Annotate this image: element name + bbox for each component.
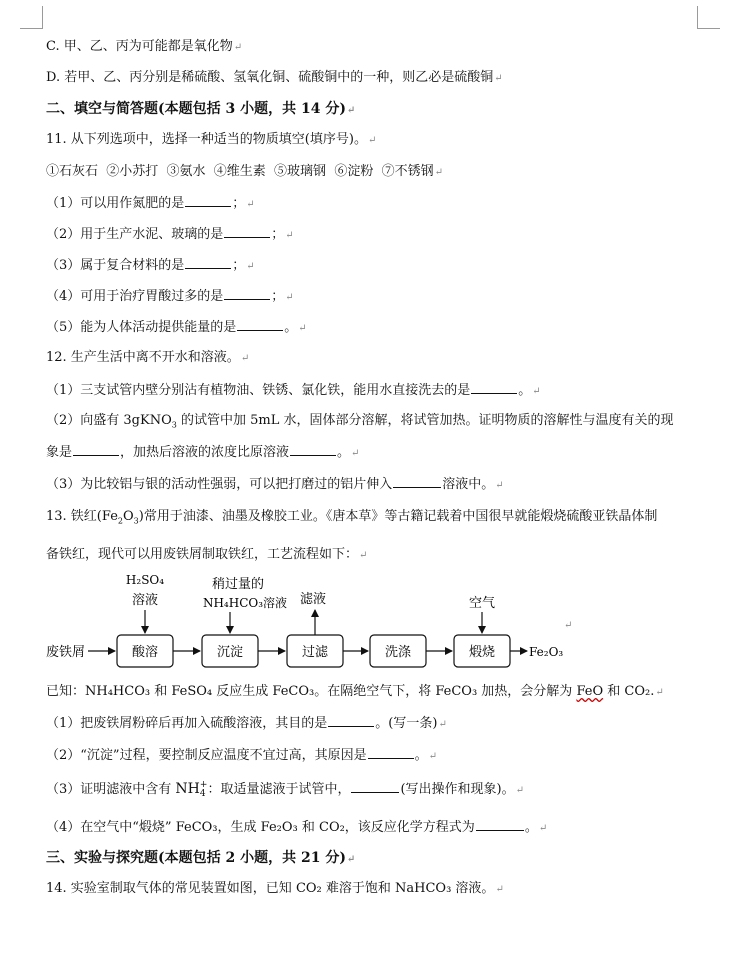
page-corner-mark-right bbox=[697, 6, 720, 29]
answer-blank bbox=[290, 442, 336, 456]
question-11-stem: 11. 从下列选项中，选择一种适当的物质填空(填序号)。↵ bbox=[46, 132, 377, 147]
paragraph-mark-icon: ↵ bbox=[233, 42, 243, 53]
reagent-3-label: 空气 bbox=[468, 596, 496, 611]
flow-end-label: Fe₂O₃ bbox=[529, 645, 564, 659]
question-11-part-4: （4）可用于治疗胃酸过多的是 ；↵ bbox=[46, 286, 294, 308]
question-13-stem: 13. 铁红$(Fe_2O_3)$常用于油漆、油墨及橡胶工业。《唐本草》等古籍记载着中国很早就能煅烧硫酸亚铁晶体制 bbox=[46, 509, 658, 526]
paragraph-mark-icon: ↵ bbox=[285, 292, 294, 303]
reagent-2-line-2: NH₄HCO₃溶液 bbox=[202, 596, 288, 610]
paragraph-mark-icon: ↵ bbox=[495, 480, 504, 491]
answer-blank bbox=[471, 380, 517, 394]
page-corner-mark-left bbox=[20, 6, 43, 29]
question-13-stem-cont: 备铁红，现代可以用废铁屑制取铁红，工艺流程如下：↵ bbox=[46, 547, 368, 562]
paragraph-mark-icon: ↵ bbox=[285, 230, 294, 241]
reagent-1-line-2: 溶液 bbox=[131, 593, 159, 608]
filtrate-output-label: 滤液 bbox=[299, 592, 327, 607]
known-info: 已知：NH₄HCO₃ 和 FeSO₄ 反应生成 FeCO₃。在隔绝空气下，将 FeCO₃ 加热，会分解为 FeO 和 CO₂.↵ bbox=[46, 684, 664, 699]
question-11-options: ①石灰石 ②小苏打 ③氨水 ④维生素 ⑤玻璃钢 ⑥淀粉 ⑦不锈钢↵ bbox=[46, 164, 443, 179]
option-c: C. 甲、乙、丙为可能都是氧化物↵ bbox=[46, 39, 243, 54]
paragraph-mark-icon: ↵ bbox=[246, 199, 255, 210]
paragraph-mark-icon: ↵ bbox=[655, 687, 664, 698]
answer-blank bbox=[328, 713, 374, 727]
answer-blank bbox=[476, 817, 524, 831]
paragraph-mark-icon: ↵ bbox=[515, 785, 524, 796]
question-12-stem: 12. 生产生活中离不开水和溶液。↵ bbox=[46, 350, 250, 365]
answer-blank bbox=[351, 779, 399, 793]
paragraph-mark-icon: ↵ bbox=[346, 105, 356, 116]
paragraph-mark-icon: ↵ bbox=[428, 751, 437, 762]
answer-blank bbox=[224, 286, 270, 300]
paragraph-mark-icon: ↵ bbox=[495, 884, 504, 895]
flow-start-label: 废铁屑 bbox=[46, 645, 86, 660]
flow-step-label: 煅烧 bbox=[468, 645, 496, 660]
question-11-part-3: （3）属于复合材料的是 ；↵ bbox=[46, 255, 255, 277]
question-11-part-5: （5）能为人体活动提供能量的是 。↵ bbox=[46, 317, 307, 339]
paragraph-mark-icon: ↵ bbox=[246, 261, 255, 272]
answer-blank bbox=[393, 474, 441, 488]
flow-step-label: 酸溶 bbox=[131, 645, 159, 660]
answer-blank bbox=[368, 745, 414, 759]
question-13-part-3: （3）证明滤液中含有 NH + 4 ：取适量滤液于试管中， (写出操作和现象)。↵ bbox=[46, 779, 524, 799]
paragraph-mark-icon: ↵ bbox=[367, 135, 377, 146]
paragraph-mark-icon: ↵ bbox=[532, 386, 541, 397]
paragraph-mark-icon: ↵ bbox=[438, 719, 447, 730]
paragraph-mark-icon: ↵ bbox=[538, 823, 548, 834]
question-12-part-1: （1）三支试管内壁分别沾有植物油、铁锈、氯化铁，能用水直接洗去的是 。↵ bbox=[46, 380, 541, 402]
answer-blank bbox=[224, 224, 270, 238]
answer-blank bbox=[73, 442, 119, 456]
paragraph-mark-icon: ↵ bbox=[564, 620, 573, 631]
question-12-part-2: （2）向盛有 3gKNO$_3$ 的试管中加 5mL 水，固体部分溶解，将试管加热。证明物质的溶解性与温度有关的现 bbox=[46, 413, 674, 430]
question-14-stem: 14. 实验室制取气体的常见装置如图，已知 CO₂ 难溶于饱和 NaHCO₃ 溶液。↵ bbox=[46, 881, 504, 896]
paragraph-mark-icon: ↵ bbox=[298, 323, 307, 334]
process-flow-diagram bbox=[0, 570, 751, 670]
question-12-part-3: （3）为比较铝与银的活动性强弱，可以把打磨过的铝片伸入 溶液中。↵ bbox=[46, 474, 504, 496]
question-13-part-1: （1）把废铁屑粉碎后再加入硫酸溶液，其目的是 。(写一条)↵ bbox=[46, 713, 447, 735]
paragraph-mark-icon: ↵ bbox=[351, 448, 360, 459]
paragraph-mark-icon: ↵ bbox=[346, 854, 356, 865]
question-13-part-4: （4）在空气中“煅烧” FeCO₃，生成 Fe₂O₃ 和 CO₂，该反应化学方程式为 。↵ bbox=[46, 817, 547, 839]
section-2-heading: 二、填空与简答题(本题包括 3 小题，共 14 分)↵ bbox=[46, 101, 356, 117]
paragraph-mark-icon: ↵ bbox=[494, 73, 503, 84]
answer-blank bbox=[185, 255, 231, 269]
flow-step-label: 沉淀 bbox=[216, 645, 244, 660]
question-11-part-1: （1）可以用作氮肥的是 ；↵ bbox=[46, 193, 255, 215]
answer-blank bbox=[237, 317, 283, 331]
flow-step-label: 洗涤 bbox=[384, 645, 412, 660]
flow-step-label: 过滤 bbox=[301, 645, 329, 660]
paragraph-mark-icon: ↵ bbox=[240, 353, 250, 364]
reagent-2-line-1: 稍过量的 bbox=[211, 577, 265, 592]
question-11-part-2: （2）用于生产水泥、玻璃的是 ；↵ bbox=[46, 224, 294, 246]
answer-blank bbox=[185, 193, 231, 207]
reagent-1-line-1: H₂SO₄ bbox=[125, 573, 165, 587]
section-3-heading: 三、实验与探究题(本题包括 2 小题，共 21 分)↵ bbox=[46, 850, 356, 866]
option-d: D. 若甲、乙、丙分别是稀硫酸、氢氧化铜、硫酸铜中的一种，则乙必是硫酸铜↵ bbox=[46, 70, 503, 85]
paragraph-mark-icon: ↵ bbox=[359, 550, 368, 561]
question-13-part-2: （2）“沉淀”过程，要控制反应温度不宜过高，其原因是 。↵ bbox=[46, 745, 437, 767]
paragraph-mark-icon: ↵ bbox=[434, 167, 443, 178]
question-12-part-2-cont: 象是 ，加热后溶液的浓度比原溶液 。↵ bbox=[46, 442, 359, 464]
